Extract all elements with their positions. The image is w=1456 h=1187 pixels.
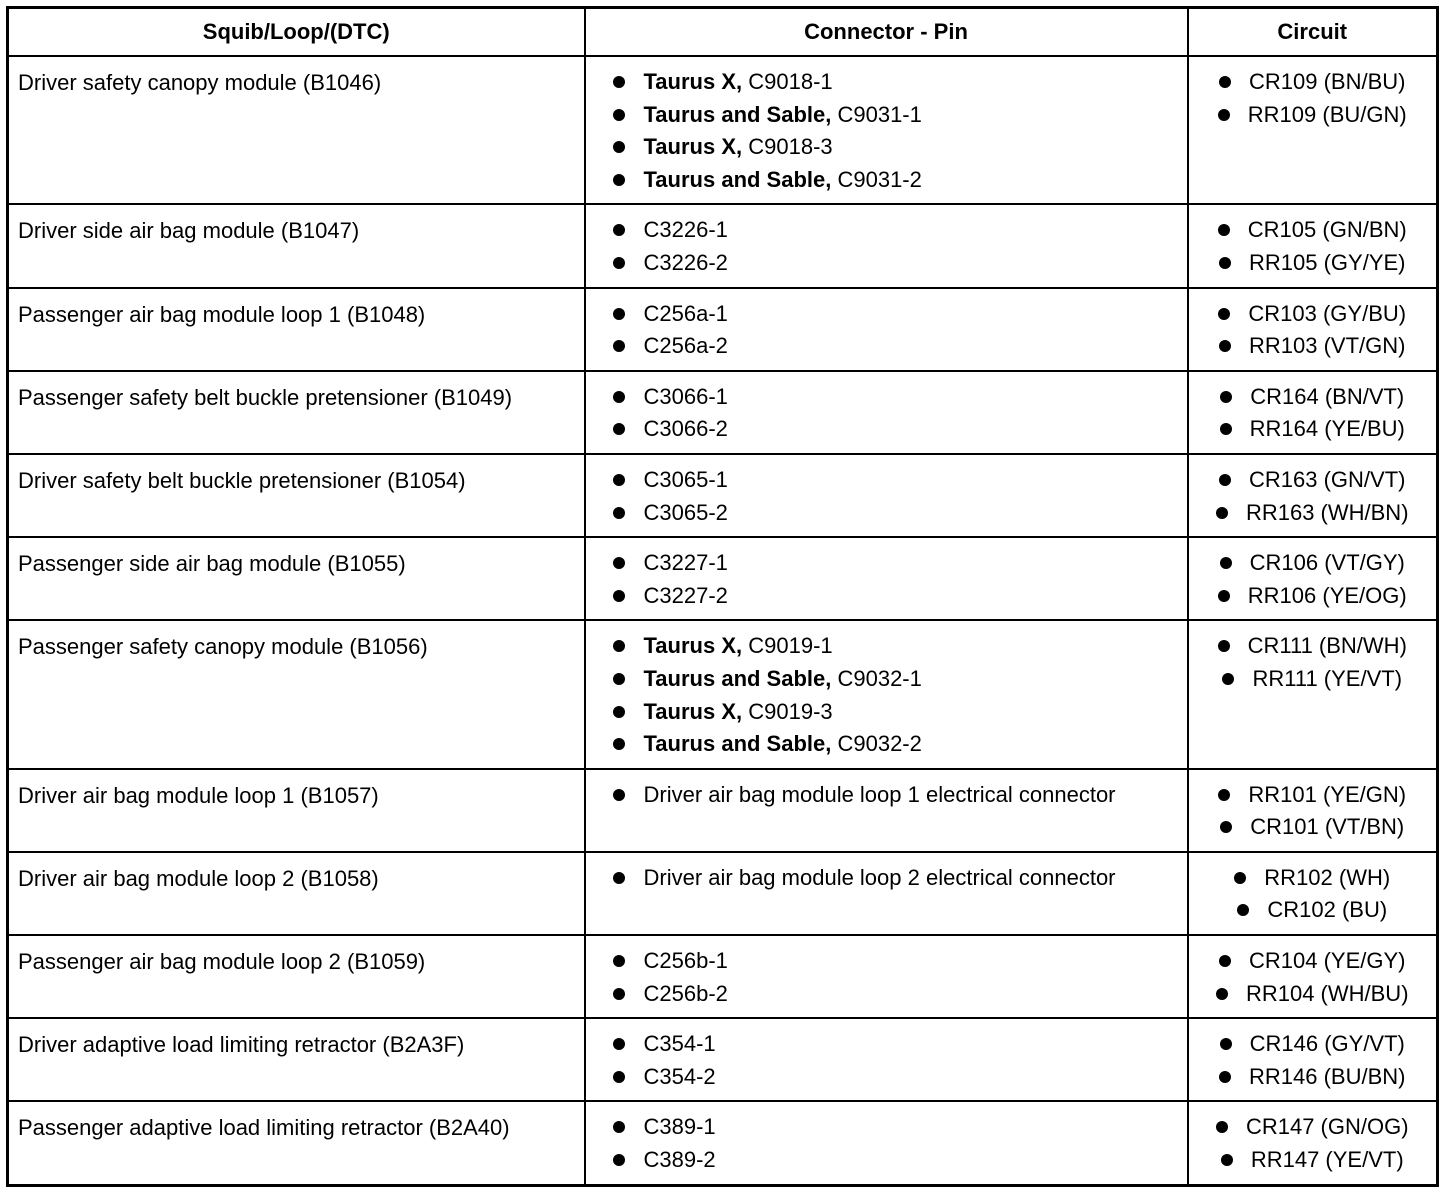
- circuit-value: RR146 (BU/BN): [1249, 1063, 1406, 1089]
- bullet-icon: [1220, 821, 1232, 833]
- table-header-row: [8, 8, 1438, 57]
- bullet-icon: [1216, 1121, 1228, 1133]
- circuit-value: RR105 (GY/YE): [1249, 249, 1406, 275]
- bullet-icon: [1216, 988, 1228, 1000]
- circuit-item: [1189, 547, 1437, 580]
- squib-connector-table: [6, 6, 1439, 1187]
- circuit-item: [1189, 330, 1437, 363]
- connector-pin-value: C3065-2: [643, 499, 728, 525]
- circuit-value: RR147 (YE/VT): [1250, 1147, 1404, 1173]
- connector-pin-item: [586, 862, 1187, 895]
- connector-pin-item: [586, 978, 1187, 1011]
- squib-loop-dtc-cell: Passenger adaptive load limiting retractor (B2A40): [8, 1101, 585, 1185]
- circuit-cell: [1188, 1101, 1438, 1185]
- connector-pin-item: [586, 696, 1187, 729]
- connector-pin-cell: [585, 204, 1188, 287]
- connector-pin-cell: [585, 371, 1188, 454]
- circuit-list: [1189, 630, 1437, 695]
- connector-pin-list: [586, 630, 1187, 760]
- circuit-cell: [1188, 56, 1438, 204]
- connector-pin-item: [586, 728, 1187, 761]
- connector-pin-item: [586, 413, 1187, 446]
- circuit-item: [1189, 1028, 1437, 1061]
- bullet-icon: [1219, 340, 1231, 352]
- circuit-item: [1189, 99, 1437, 132]
- circuit-item: [1189, 381, 1437, 414]
- circuit-list: [1189, 66, 1437, 131]
- connector-pin-item: [586, 298, 1187, 331]
- connector-pin-value: C389-1: [643, 1114, 716, 1140]
- connector-pin-value: Driver air bag module loop 1 electrical connector: [643, 781, 1116, 807]
- bullet-icon: [1220, 391, 1232, 403]
- circuit-item: [1189, 894, 1437, 927]
- circuit-item: [1189, 862, 1437, 895]
- circuit-item: [1189, 978, 1437, 1011]
- circuit-list: [1189, 214, 1437, 279]
- bullet-icon: [1220, 1038, 1232, 1050]
- connector-pin-item: [586, 580, 1187, 613]
- bullet-icon: [1218, 640, 1230, 652]
- connector-pin-value: C3227-2: [643, 582, 728, 608]
- circuit-list: [1189, 547, 1437, 612]
- connector-pin-item: [586, 330, 1187, 363]
- squib-loop-dtc-cell: Passenger air bag module loop 1 (B1048): [8, 288, 585, 371]
- connector-pin-item: [586, 381, 1187, 414]
- bullet-icon: [1219, 474, 1231, 486]
- bullet-icon: [1222, 673, 1234, 685]
- connector-pin-list: [586, 945, 1187, 1010]
- table-row: [8, 371, 1438, 454]
- header-squib-loop-dtc: Squib/Loop/(DTC): [8, 8, 585, 57]
- bullet-icon: [1219, 1071, 1231, 1083]
- circuit-item: [1189, 779, 1437, 812]
- connector-pin-list: [586, 1111, 1187, 1176]
- circuit-list: [1189, 381, 1437, 446]
- header-circuit: Circuit: [1188, 8, 1438, 57]
- connector-pin-value: C9019-3: [742, 698, 833, 724]
- connector-pin-value: C256b-2: [643, 980, 728, 1006]
- squib-loop-dtc-cell: Driver air bag module loop 1 (B1057): [8, 769, 585, 852]
- circuit-item: [1189, 811, 1437, 844]
- vehicle-model-label: Taurus X,: [643, 633, 743, 659]
- circuit-list: [1189, 945, 1437, 1010]
- circuit-value: CR105 (GN/BN): [1247, 217, 1407, 243]
- connector-pin-item: [586, 131, 1187, 164]
- connector-pin-list: [586, 547, 1187, 612]
- circuit-cell: [1188, 935, 1438, 1018]
- connector-pin-cell: [585, 852, 1188, 935]
- bullet-icon: [1218, 109, 1230, 121]
- connector-pin-cell: [585, 288, 1188, 371]
- connector-pin-item: [586, 164, 1187, 197]
- circuit-list: [1189, 1028, 1437, 1093]
- circuit-value: RR103 (VT/GN): [1249, 333, 1406, 359]
- connector-pin-item: [586, 547, 1187, 580]
- table-row: [8, 537, 1438, 620]
- connector-pin-value: C3226-1: [643, 217, 728, 243]
- circuit-cell: [1188, 769, 1438, 852]
- connector-pin-list: [586, 779, 1187, 812]
- connector-pin-item: [586, 247, 1187, 280]
- connector-pin-list: [586, 298, 1187, 363]
- bullet-icon: [1219, 76, 1231, 88]
- circuit-value: CR102 (BU): [1267, 897, 1388, 923]
- circuit-value: RR102 (WH): [1264, 864, 1391, 890]
- connector-pin-value: C256b-1: [643, 948, 728, 974]
- vehicle-model-label: Taurus and Sable,: [643, 731, 832, 757]
- circuit-value: RR163 (WH/BN): [1245, 499, 1409, 525]
- squib-loop-dtc-cell: Driver safety belt buckle pretensioner (B1054): [8, 454, 585, 537]
- circuit-item: [1189, 1144, 1437, 1177]
- connector-pin-value: C354-2: [643, 1063, 716, 1089]
- squib-loop-dtc-cell: Driver side air bag module (B1047): [8, 204, 585, 287]
- circuit-item: [1189, 497, 1437, 530]
- circuit-value: CR147 (GN/OG): [1245, 1114, 1409, 1140]
- connector-pin-item: [586, 99, 1187, 132]
- table-row: [8, 454, 1438, 537]
- vehicle-model-label: Taurus X,: [643, 69, 743, 94]
- circuit-value: RR104 (WH/BU): [1245, 980, 1409, 1006]
- circuit-item: [1189, 298, 1437, 331]
- connector-pin-value: C9032-1: [831, 665, 922, 691]
- table-row: [8, 204, 1438, 287]
- connector-pin-cell: [585, 935, 1188, 1018]
- circuit-list: [1189, 779, 1437, 844]
- circuit-list: [1189, 464, 1437, 529]
- connector-pin-cell: [585, 56, 1188, 204]
- vehicle-model-label: Taurus X,: [643, 134, 743, 160]
- connector-pin-value: C3066-2: [643, 416, 728, 442]
- circuit-item: [1189, 630, 1437, 663]
- table-row: [8, 56, 1438, 204]
- squib-loop-dtc-cell: Passenger air bag module loop 2 (B1059): [8, 935, 585, 1018]
- squib-loop-dtc-cell: Driver safety canopy module (B1046): [8, 56, 585, 204]
- bullet-icon: [1219, 257, 1231, 269]
- connector-pin-item: [586, 464, 1187, 497]
- bullet-icon: [1234, 872, 1246, 884]
- connector-pin-cell: [585, 620, 1188, 768]
- circuit-value: RR111 (YE/VT): [1252, 665, 1403, 691]
- circuit-value: CR101 (VT/BN): [1250, 814, 1405, 840]
- circuit-value: CR103 (GY/BU): [1248, 300, 1407, 326]
- connector-pin-cell: [585, 537, 1188, 620]
- connector-pin-item: [586, 214, 1187, 247]
- vehicle-model-label: Taurus and Sable,: [643, 101, 832, 127]
- connector-pin-value: C256a-1: [643, 300, 728, 326]
- connector-pin-value: C9032-2: [831, 731, 922, 757]
- circuit-value: RR101 (YE/GN): [1248, 781, 1407, 807]
- bullet-icon: [1216, 507, 1228, 519]
- connector-pin-item: [586, 779, 1187, 812]
- circuit-cell: [1188, 454, 1438, 537]
- circuit-list: [1189, 862, 1437, 927]
- connector-pin-cell: [585, 454, 1188, 537]
- connector-pin-value: C9031-1: [831, 101, 922, 127]
- circuit-cell: [1188, 852, 1438, 935]
- connector-pin-item: [586, 1028, 1187, 1061]
- connector-pin-list: [586, 1028, 1187, 1093]
- vehicle-model-label: Taurus and Sable,: [643, 665, 832, 691]
- vehicle-model-label: Taurus and Sable,: [643, 166, 832, 192]
- connector-pin-value: C3065-1: [643, 466, 728, 492]
- table-row: [8, 852, 1438, 935]
- circuit-value: CR106 (VT/GY): [1249, 550, 1405, 576]
- connector-pin-cell: [585, 1018, 1188, 1101]
- connector-pin-list: [586, 66, 1187, 196]
- header-connector-pin: Connector - Pin: [585, 8, 1188, 57]
- connector-pin-value: C9018-3: [742, 134, 833, 160]
- bullet-icon: [1220, 423, 1232, 435]
- circuit-value: CR111 (BN/WH): [1247, 633, 1407, 659]
- connector-pin-value: C256a-2: [643, 333, 728, 359]
- connector-pin-list: [586, 381, 1187, 446]
- connector-pin-value: C3226-2: [643, 249, 728, 275]
- bullet-icon: [1218, 590, 1230, 602]
- connector-pin-cell: [585, 1101, 1188, 1185]
- circuit-value: RR106 (YE/OG): [1247, 582, 1407, 608]
- connector-pin-value: C9018-1: [742, 69, 833, 94]
- table-row: [8, 620, 1438, 768]
- circuit-cell: [1188, 288, 1438, 371]
- bullet-icon: [1218, 789, 1230, 801]
- connector-pin-item: [586, 497, 1187, 530]
- squib-loop-dtc-cell: Passenger safety belt buckle pretensioner (B1049): [8, 371, 585, 454]
- bullet-icon: [1218, 308, 1230, 320]
- circuit-list: [1189, 298, 1437, 363]
- circuit-item: [1189, 1061, 1437, 1094]
- circuit-value: CR146 (GY/VT): [1249, 1031, 1405, 1057]
- connector-pin-list: [586, 214, 1187, 279]
- circuit-item: [1189, 247, 1437, 280]
- circuit-list: [1189, 1111, 1437, 1176]
- squib-loop-dtc-cell: Driver air bag module loop 2 (B1058): [8, 852, 585, 935]
- table-row: [8, 1101, 1438, 1185]
- circuit-item: [1189, 214, 1437, 247]
- connector-pin-value: C3227-1: [643, 550, 728, 576]
- connector-pin-cell: [585, 769, 1188, 852]
- squib-loop-dtc-cell: Passenger safety canopy module (B1056): [8, 620, 585, 768]
- connector-pin-value: C9031-2: [831, 166, 922, 192]
- circuit-item: [1189, 663, 1437, 696]
- connector-pin-item: [586, 1111, 1187, 1144]
- connector-pin-value: C354-1: [643, 1031, 716, 1057]
- circuit-cell: [1188, 537, 1438, 620]
- circuit-cell: [1188, 620, 1438, 768]
- squib-loop-dtc-cell: Passenger side air bag module (B1055): [8, 537, 585, 620]
- connector-pin-item: [586, 1144, 1187, 1177]
- circuit-item: [1189, 66, 1437, 99]
- circuit-item: [1189, 580, 1437, 613]
- circuit-item: [1189, 1111, 1437, 1144]
- circuit-value: CR104 (YE/GY): [1249, 948, 1406, 974]
- circuit-cell: [1188, 371, 1438, 454]
- squib-loop-dtc-cell: Driver adaptive load limiting retractor (B2A3F): [8, 1018, 585, 1101]
- circuit-value: CR109 (BN/BU): [1249, 69, 1406, 94]
- connector-pin-value: C389-2: [643, 1147, 716, 1173]
- circuit-item: [1189, 413, 1437, 446]
- bullet-icon: [1237, 904, 1249, 916]
- connector-pin-list: [586, 862, 1187, 895]
- table-row: [8, 935, 1438, 1018]
- connector-pin-item: [586, 945, 1187, 978]
- circuit-value: CR163 (GN/VT): [1249, 466, 1406, 492]
- table-row: [8, 1018, 1438, 1101]
- bullet-icon: [1221, 1154, 1233, 1166]
- connector-pin-value: C3066-1: [643, 383, 728, 409]
- connector-pin-item: [586, 630, 1187, 663]
- bullet-icon: [1219, 955, 1231, 967]
- connector-pin-item: [586, 663, 1187, 696]
- vehicle-model-label: Taurus X,: [643, 698, 743, 724]
- bullet-icon: [1218, 224, 1230, 236]
- circuit-item: [1189, 945, 1437, 978]
- table-body: [8, 56, 1438, 1185]
- connector-pin-value: Driver air bag module loop 2 electrical connector: [643, 864, 1116, 890]
- circuit-value: RR109 (BU/GN): [1247, 101, 1407, 127]
- table-row: [8, 769, 1438, 852]
- connector-pin-item: [586, 66, 1187, 99]
- connector-pin-item: [586, 1061, 1187, 1094]
- bullet-icon: [1220, 557, 1232, 569]
- connector-pin-value: C9019-1: [742, 633, 833, 659]
- circuit-item: [1189, 464, 1437, 497]
- circuit-cell: [1188, 1018, 1438, 1101]
- circuit-value: RR164 (YE/BU): [1249, 416, 1405, 442]
- circuit-cell: [1188, 204, 1438, 287]
- circuit-value: CR164 (BN/VT): [1250, 383, 1405, 409]
- table-row: [8, 288, 1438, 371]
- connector-pin-list: [586, 464, 1187, 529]
